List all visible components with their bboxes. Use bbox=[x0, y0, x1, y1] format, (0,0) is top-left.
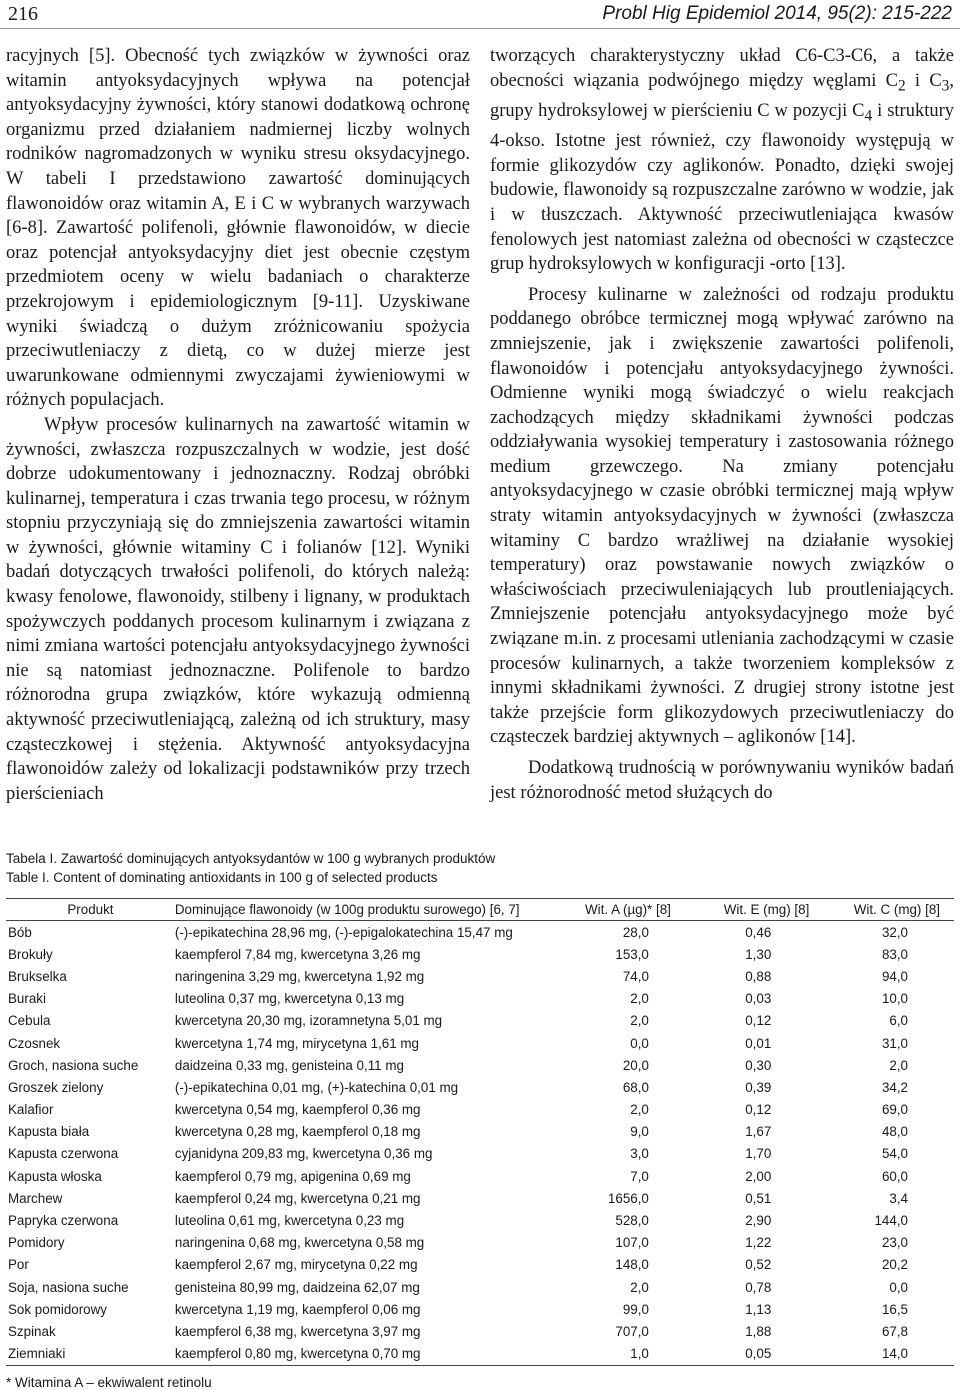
cell-flavonoids: (-)-epikatechina 28,96 mg, (-)-epigalokatechina 15,47 mg bbox=[174, 924, 513, 940]
table-row bbox=[6, 1320, 954, 1342]
cell-vit-c: 3,4 bbox=[889, 1190, 908, 1206]
cell-vit-a: 0,0 bbox=[630, 1035, 649, 1051]
text-run: tworzących charakterystyczny układ C6-C3-C6, a także obecności wiązania podwójnego między węglami C bbox=[490, 46, 954, 91]
subscript: 4 bbox=[864, 107, 873, 125]
cell-vit-c: 144,0 bbox=[874, 1213, 908, 1229]
cell-vit-e: 2,00 bbox=[745, 1168, 772, 1184]
table-footnote: * Witamina A – ekwiwalent retinolu bbox=[6, 1375, 212, 1390]
cell-vit-c: 31,0 bbox=[881, 1035, 908, 1051]
table-body bbox=[6, 921, 954, 1366]
cell-product: Por bbox=[8, 1257, 29, 1273]
page-number: 216 bbox=[8, 3, 38, 25]
cell-vit-c: 23,0 bbox=[881, 1235, 908, 1251]
table-row bbox=[6, 921, 954, 944]
cell-vit-e: 0,51 bbox=[745, 1190, 772, 1206]
cell-vit-e: 0,46 bbox=[745, 924, 772, 940]
cell-vit-c: 48,0 bbox=[881, 1124, 908, 1140]
cell-vit-e: 0,30 bbox=[745, 1057, 772, 1073]
table-row bbox=[6, 1010, 954, 1032]
table-row bbox=[6, 1254, 954, 1276]
cell-flavonoids: kwercetyna 0,54 mg, kaempferol 0,36 mg bbox=[174, 1102, 421, 1118]
cell-vit-a: 153,0 bbox=[615, 946, 649, 962]
text-run: i C bbox=[905, 70, 942, 91]
cell-vit-c: 54,0 bbox=[881, 1146, 908, 1162]
cell-vit-a: 3,0 bbox=[630, 1146, 649, 1162]
cell-flavonoids: kwercetyna 20,30 mg, izoramnetyna 5,01 mg bbox=[174, 1013, 443, 1029]
cell-flavonoids: kaempferol 6,38 mg, kwercetyna 3,97 mg bbox=[174, 1323, 421, 1339]
text-run: , grupy hydroksylowej w pierścieniu C w pozycji C bbox=[490, 70, 954, 121]
cell-vit-a: 2,0 bbox=[630, 1013, 649, 1029]
table-row bbox=[6, 1187, 954, 1209]
cell-vit-c: 69,0 bbox=[881, 1102, 908, 1118]
cell-product: Soja, nasiona suche bbox=[8, 1279, 129, 1295]
header-product: Produkt bbox=[67, 902, 114, 917]
cell-flavonoids: kaempferol 0,79 mg, apigenina 0,69 mg bbox=[174, 1168, 411, 1184]
cell-flavonoids: kwercetyna 1,74 mg, mirycetyna 1,61 mg bbox=[174, 1035, 420, 1051]
subscript: 2 bbox=[897, 77, 906, 95]
cell-vit-c: 67,8 bbox=[881, 1323, 908, 1339]
antioxidant-table bbox=[6, 898, 954, 1366]
text-run: i struktury 4-okso. Istotne jest również, czy flawonoidy występują w formie glikozydów czy aglikonów. Ponadto, dzięki swojej budowie, flawonoidy są rozpuszczalne zarówno w wodzie, jak i w tłuszczach. Aktywność przeciwutleniająca kwasów fenolowych jest natomiast zależna od obecności w cząsteczce grup hydroksylowych w konfiguracji -orto [13]. bbox=[490, 100, 954, 275]
cell-vit-c: 14,0 bbox=[881, 1346, 908, 1362]
cell-vit-a: 74,0 bbox=[622, 968, 649, 984]
cell-product: Kapusta czerwona bbox=[8, 1146, 119, 1162]
cell-vit-a: 7,0 bbox=[630, 1168, 649, 1184]
cell-product: Brokuły bbox=[8, 946, 53, 962]
cell-vit-a: 28,0 bbox=[622, 924, 649, 940]
table-caption-pl: Tabela I. Zawartość dominujących antyoksydantów w 100 g wybranych produktów bbox=[6, 851, 496, 866]
cell-vit-c: 2,0 bbox=[889, 1057, 908, 1073]
journal-citation: Probl Hig Epidemiol 2014, 95(2): 215-222 bbox=[602, 3, 952, 24]
cell-vit-e: 0,03 bbox=[745, 991, 772, 1007]
subscript: 3 bbox=[941, 77, 950, 95]
cell-vit-e: 0,01 bbox=[745, 1035, 772, 1051]
cell-product: Cebula bbox=[8, 1013, 51, 1029]
cell-product: Brukselka bbox=[8, 968, 67, 984]
cell-vit-e: 1,22 bbox=[745, 1235, 772, 1251]
cell-vit-a: 1656,0 bbox=[607, 1190, 649, 1206]
table-row bbox=[6, 1276, 954, 1298]
header-vit-c: Wit. C (mg) [8] bbox=[853, 902, 940, 917]
table-row bbox=[6, 1076, 954, 1098]
right-paragraph-3: Dodatkową trudnością w porównywaniu wyników badań jest różnorodność metod służących do bbox=[490, 758, 954, 803]
right-paragraph-2: Procesy kulinarne w zależności od rodzaju produktu poddanego obróbce termicznej mogą wpływać zarówno na zmniejszenie, jak i zwiększenie zawartości polifenoli, flawonoidów i potencjału antyoksydacyjnego żywności. Odmienne wyniki mogą świadczyć o wielu reakcjach zachodzących między składnikami żywności podczas oddziaływania wysokiej temperatury i zastosowania różnego medium grzewczego. Na zmiany potencjału antyoksydacyjnego w czasie obróbki termicznej mają wpływ straty witamin antyoksydacyjnych w żywności (zwłaszcza witaminy C bardzo wrażliwej na działanie wysokiej temperatury) oraz powstawanie nowych związków o właściwościach przeciwuleniających lub proutleniających. Zmniejszenie potencjału antyoksydacyjnego może być związane m.in. z procesami utleniania zachodzącymi w czasie procesów kulinarnych, a także tworzeniem kompleksów z innymi składnikami żywności. Z drugiej strony istotne jest także przejście form glikozydowych przeciwutleniaczy do cząsteczek bardziej aktywnych – aglikonów [14]. bbox=[490, 284, 954, 748]
table-row bbox=[6, 1143, 954, 1165]
cell-vit-e: 0,52 bbox=[745, 1257, 772, 1273]
cell-vit-c: 83,0 bbox=[881, 946, 908, 962]
cell-product: Groch, nasiona suche bbox=[8, 1057, 139, 1073]
cell-flavonoids: kwercetyna 0,28 mg, kaempferol 0,18 mg bbox=[174, 1124, 421, 1140]
cell-vit-c: 16,5 bbox=[881, 1301, 908, 1317]
page-header bbox=[0, 0, 960, 29]
cell-vit-c: 0,0 bbox=[889, 1279, 908, 1295]
table-row bbox=[6, 1232, 954, 1254]
header-flavonoids: Dominujące flawonoidy (w 100g produktu surowego) [6, 7] bbox=[174, 902, 520, 917]
cell-vit-e: 0,88 bbox=[745, 968, 772, 984]
cell-vit-c: 34,2 bbox=[881, 1079, 908, 1095]
table-row bbox=[6, 988, 954, 1010]
cell-vit-e: 0,78 bbox=[745, 1279, 772, 1295]
cell-vit-a: 148,0 bbox=[615, 1257, 649, 1273]
cell-vit-a: 2,0 bbox=[630, 1102, 649, 1118]
cell-vit-e: 0,12 bbox=[745, 1013, 772, 1029]
cell-vit-a: 2,0 bbox=[630, 991, 649, 1007]
cell-product: Kapusta włoska bbox=[8, 1168, 102, 1184]
right-paragraph-1 bbox=[490, 44, 954, 277]
left-text-column bbox=[6, 44, 470, 806]
table-row bbox=[6, 1298, 954, 1320]
left-paragraph-2: Wpływ procesów kulinarnych na zawartość witamin w żywności, zwłaszcza rozpuszczalnych w wodzie, jest dość dobrze udokumentowany i jednoznaczny. Rodzaj obróbki kulinarnej, temperatura i czas trwania tego procesu, w różnym stopniu przyczyniają się do zmniejszenia zawartości witamin w żywności, głównie witaminy C i folianów [12]. Wyniki badań dotyczących trwałości polifenoli, do których należą: kwasy fenolowe, flawonoidy, stilbeny i lignany, w produktach spożywczych poddanych procesom kulinarnym i związana z nimi zmiana wartości potencjału antyoksydacyjnego żywności nie są natomiast jednoznaczne. Polifenole to bardzo różnorodna grupa związków, które wykazują odmienną aktywność przeciwutleniającą, zależną od ich struktury, masy cząsteczkowej i stężenia. Aktywność antyoksydacyjna flawonoidów zależy od lokalizacji podstawników przy trzech pierścieniach bbox=[6, 414, 470, 804]
cell-product: Sok pomidorowy bbox=[8, 1301, 107, 1317]
right-text-column bbox=[490, 44, 954, 805]
cell-flavonoids: genisteina 80,99 mg, daidzeina 62,07 mg bbox=[174, 1279, 420, 1295]
table-row bbox=[6, 1343, 954, 1366]
cell-flavonoids: cyjanidyna 209,83 mg, kwercetyna 0,36 mg bbox=[174, 1146, 433, 1162]
cell-vit-c: 94,0 bbox=[881, 968, 908, 984]
cell-vit-a: 9,0 bbox=[630, 1124, 649, 1140]
cell-product: Papryka czerwona bbox=[8, 1213, 119, 1229]
cell-product: Ziemniaki bbox=[8, 1346, 66, 1362]
cell-product: Bób bbox=[8, 924, 32, 940]
header-vit-a: Wit. A (µg)* [8] bbox=[585, 902, 671, 917]
table-row bbox=[6, 1165, 954, 1187]
cell-vit-a: 99,0 bbox=[622, 1301, 649, 1317]
cell-vit-e: 1,70 bbox=[745, 1146, 772, 1162]
cell-product: Marchew bbox=[8, 1190, 63, 1206]
table-row bbox=[6, 1032, 954, 1054]
cell-flavonoids: kaempferol 7,84 mg, kwercetyna 3,26 mg bbox=[174, 946, 421, 962]
cell-product: Kalafior bbox=[8, 1102, 54, 1118]
cell-vit-a: 2,0 bbox=[630, 1279, 649, 1295]
table-row bbox=[6, 943, 954, 965]
cell-product: Szpinak bbox=[8, 1323, 56, 1339]
cell-vit-e: 1,67 bbox=[745, 1124, 772, 1140]
table-row bbox=[6, 1099, 954, 1121]
table-caption-en: Table I. Content of dominating antioxidants in 100 g of selected products bbox=[6, 870, 438, 885]
cell-vit-c: 32,0 bbox=[881, 924, 908, 940]
cell-vit-e: 0,12 bbox=[745, 1102, 772, 1118]
cell-vit-a: 528,0 bbox=[615, 1213, 649, 1229]
cell-vit-c: 10,0 bbox=[881, 991, 908, 1007]
cell-vit-e: 1,88 bbox=[745, 1323, 772, 1339]
cell-flavonoids: kaempferol 2,67 mg, mirycetyna 0,22 mg bbox=[174, 1257, 418, 1273]
cell-vit-e: 0,39 bbox=[745, 1079, 772, 1095]
cell-product: Pomidory bbox=[8, 1235, 65, 1251]
cell-flavonoids: luteolina 0,61 mg, kwercetyna 0,23 mg bbox=[174, 1213, 405, 1229]
cell-vit-a: 1,0 bbox=[630, 1346, 649, 1362]
cell-product: Groszek zielony bbox=[8, 1079, 104, 1095]
cell-flavonoids: kaempferol 0,24 mg, kwercetyna 0,21 mg bbox=[174, 1190, 421, 1206]
cell-vit-a: 107,0 bbox=[615, 1235, 649, 1251]
left-paragraph-1: racyjnych [5]. Obecność tych związków w żywności oraz witamin antyoksydacyjnych wpływa na potencjał antyoksydacyjny żywności, który stanowi dodatkową ochronę organizmu przed działaniem nadmiernej liczby wolnych rodników nagromadzonych w wyniku stresu oksydacyjnego. W tabeli I przedstawiono zawartość dominujących flawonoidów oraz witamin A, E i C w wybranych warzywach [6-8]. Zawartość polifenoli, głównie flawonoidów, w diecie oraz potencjał antyoksydacyjny diet jest obecnie częstym przedmiotem oceny w wielu badaniach o charakterze przekrojowym i epidemiologicznym [9-11]. Uzyskiwane wyniki świadczą o dużym zróżnicowaniu spożycia przeciwutleniaczy z dietą, co w dużej mierze jest uwarunkowane odmiennymi zwyczajami żywieniowymi w różnych populacjach. bbox=[6, 46, 470, 411]
cell-vit-e: 2,90 bbox=[745, 1213, 772, 1229]
table-row bbox=[6, 965, 954, 987]
cell-product: Czosnek bbox=[8, 1035, 61, 1051]
cell-flavonoids: naringenina 0,68 mg, kwercetyna 0,58 mg bbox=[174, 1235, 425, 1251]
table-row bbox=[6, 1121, 954, 1143]
table-row bbox=[6, 1209, 954, 1231]
cell-flavonoids: kwercetyna 1,19 mg, kaempferol 0,06 mg bbox=[174, 1301, 421, 1317]
cell-product: Buraki bbox=[8, 991, 46, 1007]
header-vit-e: Wit. E (mg) [8] bbox=[723, 902, 810, 917]
cell-flavonoids: naringenina 3,29 mg, kwercetyna 1,92 mg bbox=[174, 968, 425, 984]
table-row bbox=[6, 1054, 954, 1076]
cell-vit-a: 707,0 bbox=[615, 1323, 649, 1339]
cell-vit-a: 20,0 bbox=[622, 1057, 649, 1073]
cell-flavonoids: kaempferol 0,80 mg, kwercetyna 0,70 mg bbox=[174, 1346, 421, 1362]
cell-vit-c: 20,2 bbox=[881, 1257, 908, 1273]
cell-vit-e: 1,13 bbox=[745, 1301, 772, 1317]
cell-vit-e: 0,05 bbox=[745, 1346, 772, 1362]
cell-vit-a: 68,0 bbox=[622, 1079, 649, 1095]
cell-vit-c: 6,0 bbox=[889, 1013, 908, 1029]
cell-vit-c: 60,0 bbox=[881, 1168, 908, 1184]
table-header-row bbox=[6, 899, 954, 921]
cell-flavonoids: daidzeina 0,33 mg, genisteina 0,11 mg bbox=[174, 1057, 404, 1073]
cell-flavonoids: luteolina 0,37 mg, kwercetyna 0,13 mg bbox=[174, 991, 405, 1007]
cell-vit-e: 1,30 bbox=[745, 946, 772, 962]
cell-flavonoids: (-)-epikatechina 0,01 mg, (+)-katechina 0,01 mg bbox=[174, 1079, 459, 1095]
cell-product: Kapusta biała bbox=[8, 1124, 90, 1140]
